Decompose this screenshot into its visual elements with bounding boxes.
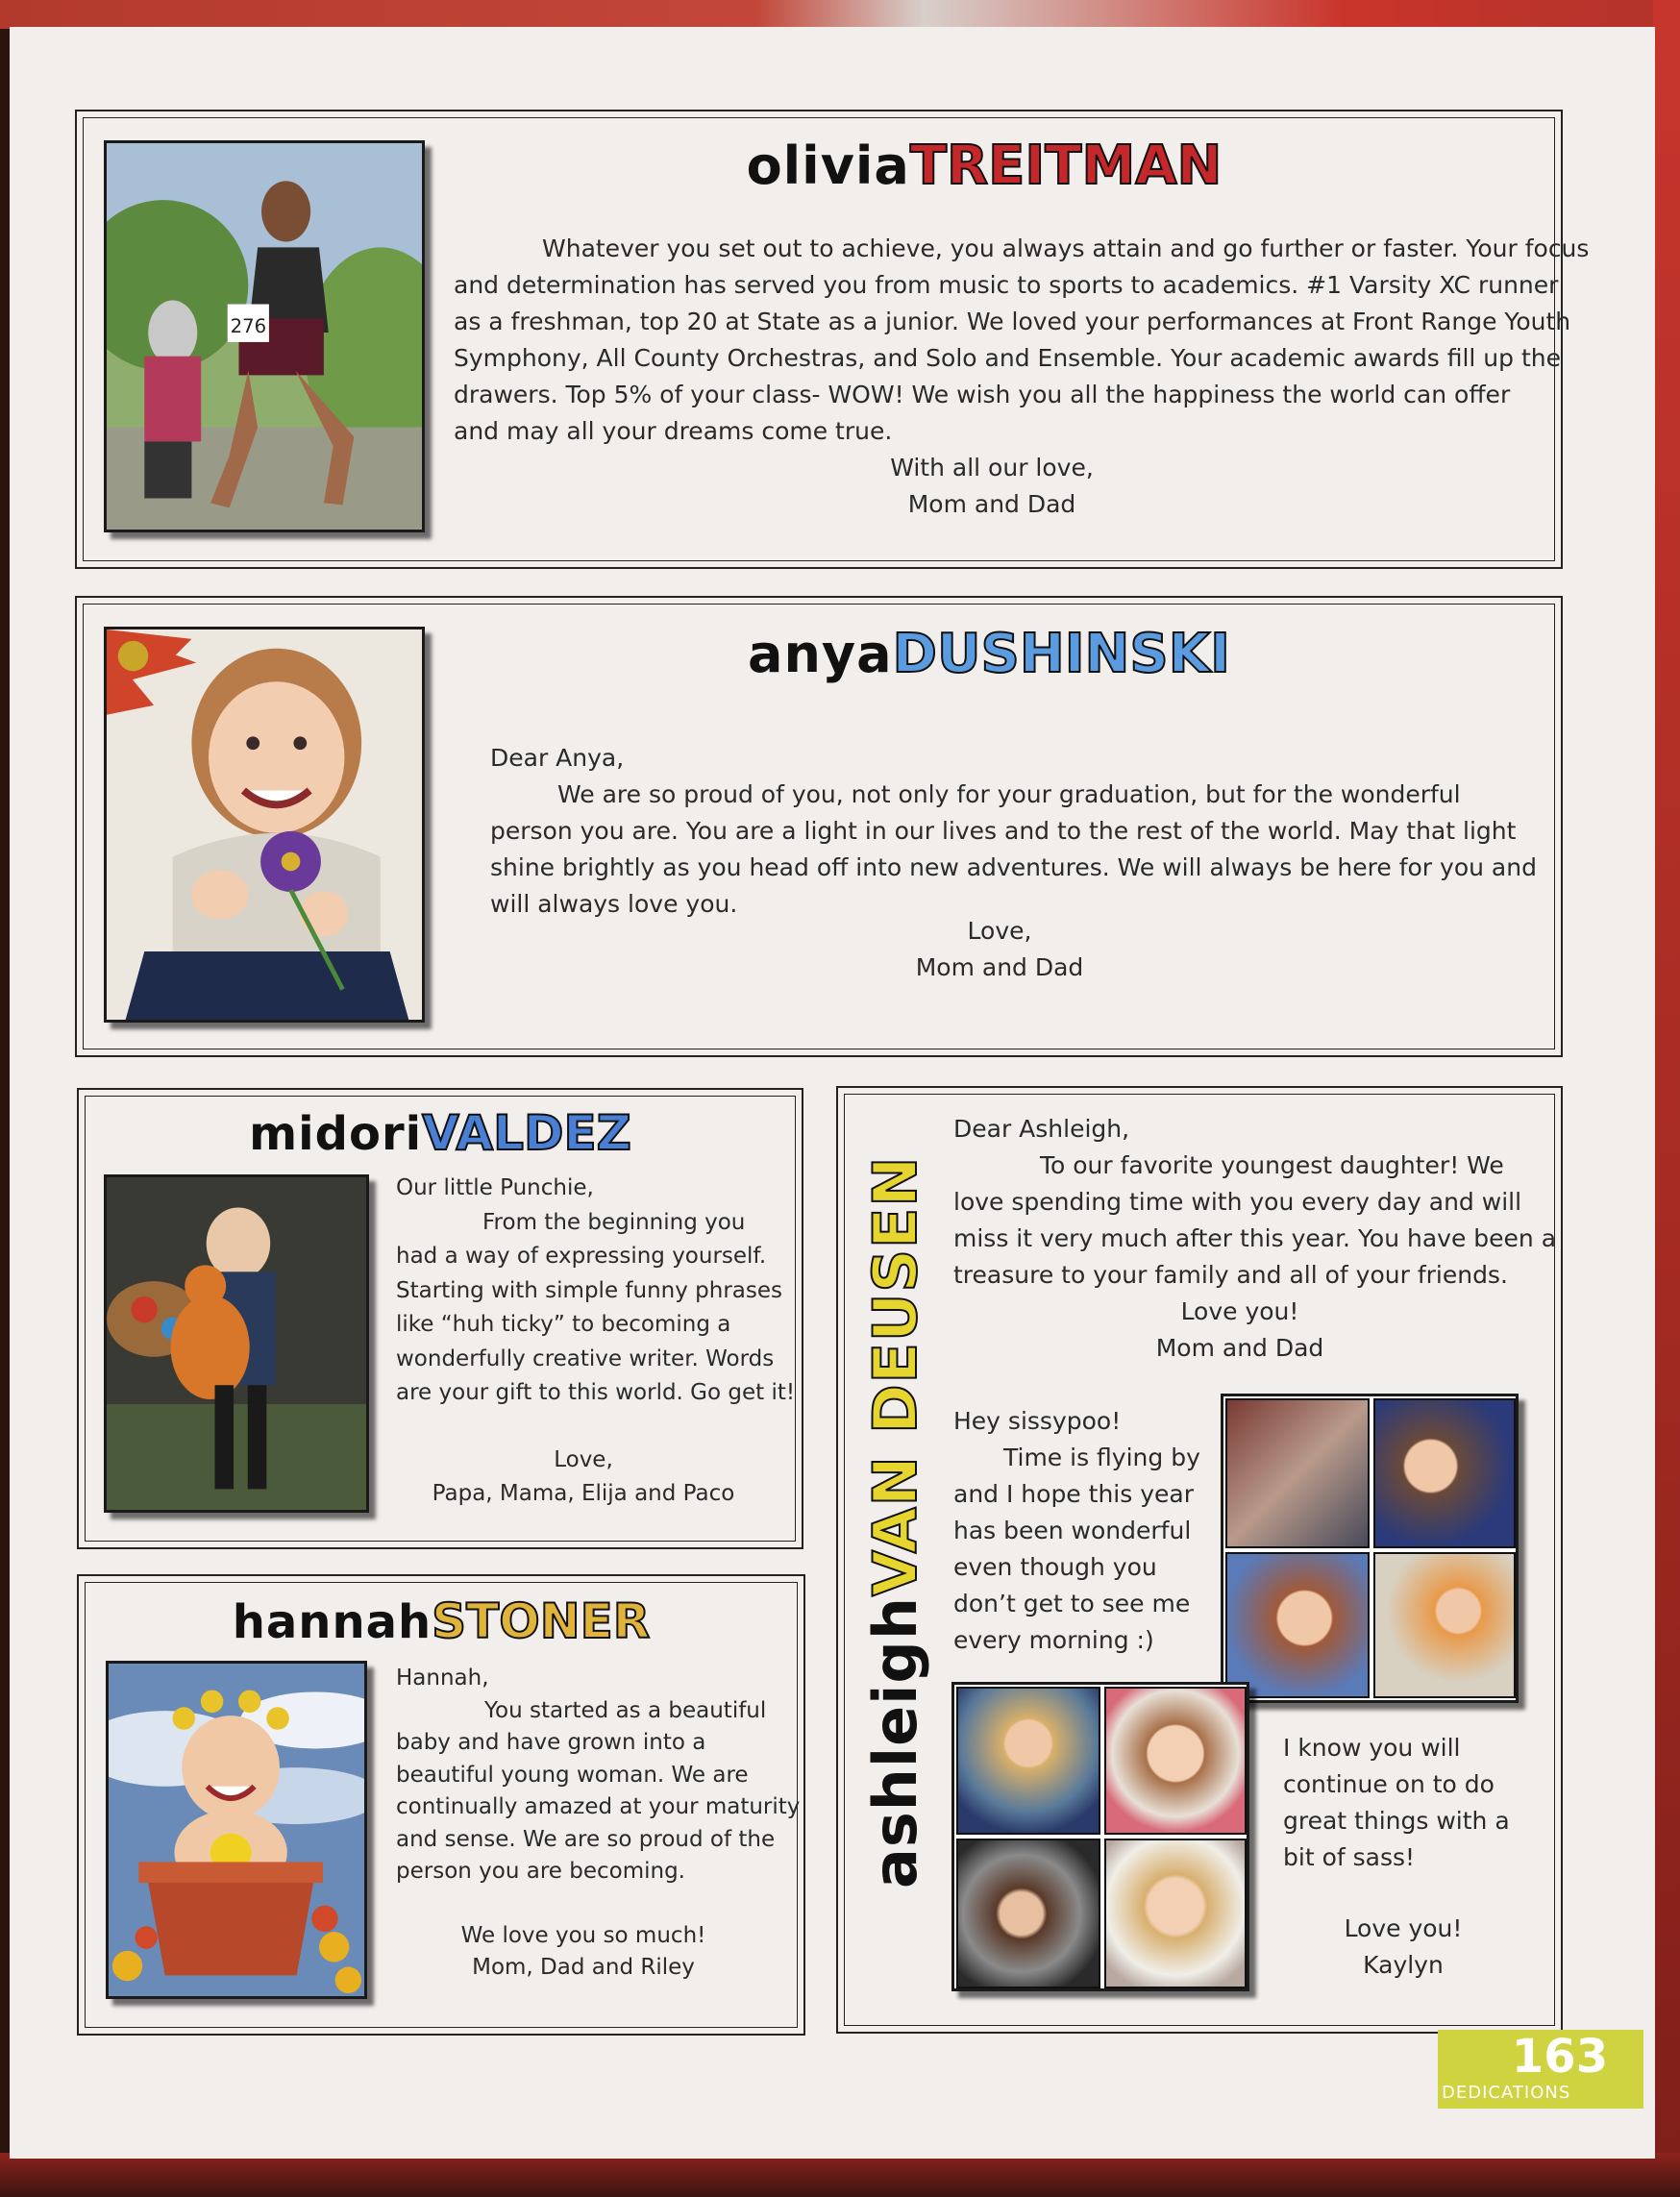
midori-line: From the beginning you [482, 1209, 746, 1235]
ashleigh-sister-message [953, 1403, 1200, 1659]
girls-hug-photo-icon [1225, 1552, 1370, 1698]
page-edge-top [0, 0, 1680, 29]
anya-line: person you are. You are a light in our lives and to the rest of the world. May that light [490, 817, 1517, 845]
olivia-line: Whatever you set out to achieve, you always attain and go further or faster. Your focus [542, 235, 1590, 262]
olivia-name-heading [0, 135, 1680, 197]
hannah-line: You started as a beautiful [484, 1697, 767, 1723]
page-number-tab [1438, 2030, 1643, 2109]
ashleigh-sister-closing-line: Love you! [1344, 1914, 1463, 1942]
ashleigh-line: miss it very much after this year. You have been a [953, 1224, 1557, 1252]
girl-with-cat-photo-icon [956, 1839, 1100, 1988]
midori-closing [396, 1444, 771, 1511]
hannah-line: beautiful young woman. We are [396, 1762, 749, 1788]
anya-name-heading [0, 623, 1680, 685]
midori-closing-line: Love, [554, 1447, 613, 1472]
ashleigh-sister-message-2 [1283, 1730, 1510, 1876]
hannah-line: continually amazed at your maturity [396, 1794, 801, 1819]
hannah-line: baby and have grown into a [396, 1730, 706, 1755]
section-label: DEDICATIONS [1442, 2083, 1571, 2103]
page-number: 163 [1511, 2030, 1609, 2084]
toddler-smile-photo-icon [1104, 1687, 1247, 1835]
ashleigh-sister-line2: bit of sass! [1283, 1843, 1416, 1871]
anya-line: We are so proud of you, not only for your graduation, but for the wonderful [557, 780, 1461, 808]
ashleigh-first-name: ashleigh [860, 1596, 930, 1888]
ashleigh-sister-line: Time is flying by [1003, 1444, 1200, 1471]
midori-line: wonderfully creative writer. Words [396, 1345, 775, 1371]
hannah-first-name: hannah [232, 1595, 432, 1649]
ashleigh-closing-line: Love you! [1180, 1297, 1299, 1325]
midori-last-name: VALDEZ [422, 1105, 631, 1161]
anya-greeting: Dear Anya, [490, 744, 625, 772]
ashleigh-line: love spending time with you every day and will [953, 1188, 1522, 1216]
olivia-line: drawers. Top 5% of your class- WOW! We wish you all the happiness the world can offer [454, 381, 1511, 408]
hannah-signature: Mom, Dad and Riley [472, 1955, 695, 1980]
ashleigh-sister-line: and I hope this year [953, 1480, 1194, 1508]
anya-line: will always love you. [490, 890, 738, 918]
hannah-last-name: STONER [432, 1593, 651, 1649]
hannah-line: person you are becoming. [396, 1859, 685, 1884]
ashleigh-parent-closing [1086, 1294, 1394, 1367]
hannah-greeting: Hannah, [396, 1666, 489, 1691]
midori-line: are your gift to this world. Go get it! [396, 1380, 796, 1405]
hannah-photo [106, 1661, 367, 1999]
teen-on-couch-photo-icon [1373, 1552, 1516, 1698]
ashleigh-parent-message [953, 1111, 1556, 1294]
anya-line: shine brightly as you head off into new adventures. We will always be here for you and [490, 853, 1537, 881]
olivia-line: Symphony, All County Orchestras, and Solo and Ensemble. Your academic awards fill up the [454, 344, 1561, 372]
toddler-with-flower-photo-icon [107, 629, 422, 1020]
toddler-with-teddy-bear-photo-icon [107, 1177, 366, 1510]
midori-name-heading [77, 1105, 803, 1161]
anya-photo [104, 627, 425, 1023]
ashleigh-sister-line: every morning :) [953, 1626, 1154, 1654]
anya-first-name: anya [748, 624, 893, 684]
midori-line: had a way of expressing yourself. [396, 1244, 767, 1269]
midori-line: Starting with simple funny phrases [396, 1277, 782, 1303]
midori-message [396, 1172, 795, 1411]
anya-signature: Mom and Dad [915, 953, 1084, 981]
anya-message [490, 740, 1537, 923]
sisters-hug-photo-icon [1373, 1398, 1516, 1548]
ashleigh-sister-line: has been wonderful [953, 1517, 1192, 1544]
hannah-closing-line: We love you so much! [460, 1923, 706, 1948]
olivia-line: and may all your dreams come true. [454, 417, 893, 445]
ashleigh-vertical-name [860, 1156, 930, 1888]
olivia-closing-line: With all our love, [890, 454, 1094, 481]
olivia-first-name: olivia [746, 136, 910, 196]
ashleigh-collage-top [1221, 1394, 1519, 1703]
ashleigh-sister-line: don’t get to see me [953, 1590, 1191, 1617]
ashleigh-sister-line: even though you [953, 1553, 1157, 1581]
midori-line: like “huh ticky” to becoming a [396, 1312, 731, 1337]
olivia-line: and determination has served you from music to sports to academics. #1 Varsity XC runner [454, 271, 1559, 299]
ashleigh-line: To our favorite youngest daughter! We [1040, 1151, 1504, 1179]
ashleigh-sister-line2: I know you will [1283, 1734, 1461, 1762]
midori-greeting: Our little Punchie, [396, 1175, 594, 1200]
olivia-last-name: TREITMAN [909, 135, 1223, 197]
svg-text:276: 276 [230, 315, 267, 338]
ashleigh-sister-closing [1283, 1911, 1523, 1984]
ashleigh-line: treasure to your family and all of your friends. [953, 1261, 1508, 1289]
midori-first-name: midori [249, 1107, 423, 1161]
midori-photo [104, 1174, 369, 1513]
anya-last-name: DUSHINSKI [892, 623, 1230, 685]
hannah-closing [396, 1920, 771, 1984]
ashleigh-greeting: Dear Ashleigh, [953, 1115, 1130, 1143]
olivia-line: as a freshman, top 20 at State as a junior. We loved your performances at Front Range Youth [454, 308, 1571, 335]
ashleigh-sister-line2: great things with a [1283, 1807, 1510, 1835]
teen-portrait-photo-icon [956, 1687, 1100, 1835]
olivia-closing [838, 450, 1146, 523]
ashleigh-sister-greeting: Hey sissypoo! [953, 1407, 1122, 1435]
olivia-message [454, 231, 1589, 450]
midori-signature: Papa, Mama, Elija and Paco [432, 1481, 735, 1506]
baby-in-flowerpot-photo-icon [109, 1664, 364, 1996]
hannah-name-heading [77, 1593, 805, 1649]
teens-photo-icon [1225, 1398, 1370, 1548]
page-edge-bottom [0, 2153, 1680, 2197]
olivia-photo [104, 140, 425, 532]
anya-closing-line: Love, [967, 917, 1032, 945]
ashleigh-signature: Mom and Dad [1155, 1334, 1324, 1362]
ashleigh-last-name: VAN DEUSEN [860, 1155, 930, 1597]
runner-photo-icon [107, 143, 422, 530]
ashleigh-sister-line2: continue on to do [1283, 1770, 1495, 1798]
ashleigh-collage-bottom [951, 1682, 1249, 1991]
olivia-signature: Mom and Dad [907, 490, 1076, 518]
page-edge-right [1653, 0, 1680, 2197]
anya-closing [846, 913, 1153, 986]
ashleigh-sister-signature: Kaylyn [1363, 1951, 1444, 1979]
little-girl-photo-icon [1104, 1839, 1247, 1988]
hannah-line: and sense. We are so proud of the [396, 1826, 776, 1852]
hannah-message [396, 1663, 800, 1888]
